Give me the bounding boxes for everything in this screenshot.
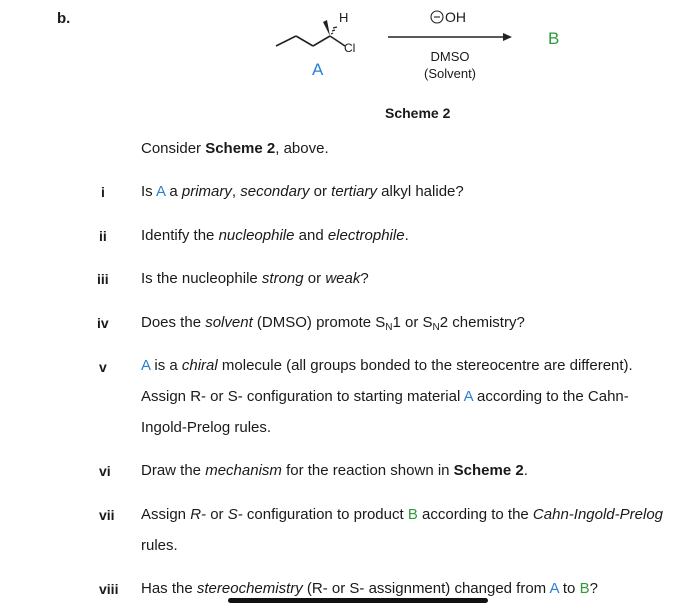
question-vii-line1: Assign R- or S- configuration to product B according to the Cahn-Ingold-Prelog bbox=[141, 506, 663, 523]
home-indicator-bar[interactable] bbox=[228, 598, 488, 603]
solvent-name: DMSO bbox=[430, 49, 470, 64]
part-label: b. bbox=[57, 10, 71, 27]
question-number-vi: vi bbox=[99, 463, 111, 479]
question-number-viii: viii bbox=[99, 581, 119, 597]
h-label: H bbox=[339, 10, 349, 25]
question-vii-line2: rules. bbox=[141, 537, 178, 554]
skeletal-structure-a bbox=[276, 36, 345, 46]
hash-bond bbox=[331, 27, 337, 34]
question-number-iii: iii bbox=[97, 271, 109, 287]
question-v-line2: Assign R- or S- configuration to starting material A according to the Cahn- bbox=[141, 388, 629, 405]
wedge-bond bbox=[323, 20, 330, 36]
solvent-note: (Solvent) bbox=[423, 66, 477, 81]
question-number-vii: vii bbox=[99, 507, 115, 523]
reagent-label: OH bbox=[445, 9, 466, 25]
question-v-line3: Ingold-Prelog rules. bbox=[141, 419, 272, 436]
question-i: Is A a primary, secondary or tertiary alkyl halide? bbox=[141, 183, 464, 200]
cl-label: Cl bbox=[344, 41, 356, 55]
product-label: B bbox=[548, 29, 560, 48]
question-number-i: i bbox=[101, 184, 105, 200]
question-viii: Has the stereochemistry (R- or S- assignment) changed from A to B? bbox=[141, 580, 598, 597]
reactant-label: A bbox=[312, 60, 324, 79]
question-number-iv: iv bbox=[97, 315, 109, 331]
scheme-title: Scheme 2 bbox=[385, 105, 451, 121]
question-v-line1: A is a chiral molecule (all groups bonded to the stereocentre are different). bbox=[141, 357, 633, 374]
question-ii: Identify the nucleophile and electrophile. bbox=[141, 227, 409, 244]
reaction-arrow bbox=[388, 33, 512, 41]
question-iii: Is the nucleophile strong or weak? bbox=[141, 270, 369, 287]
question-number-ii: ii bbox=[99, 228, 107, 244]
question-iv: Does the solvent (DMSO) promote $S_N1$ or $S_N2$ chemistry? bbox=[141, 314, 525, 333]
question-vi: Draw the mechanism for the reaction shown in Scheme 2. bbox=[141, 462, 528, 479]
intro-text: Consider Scheme 2, above. bbox=[141, 140, 329, 157]
question-number-v: v bbox=[99, 359, 107, 375]
